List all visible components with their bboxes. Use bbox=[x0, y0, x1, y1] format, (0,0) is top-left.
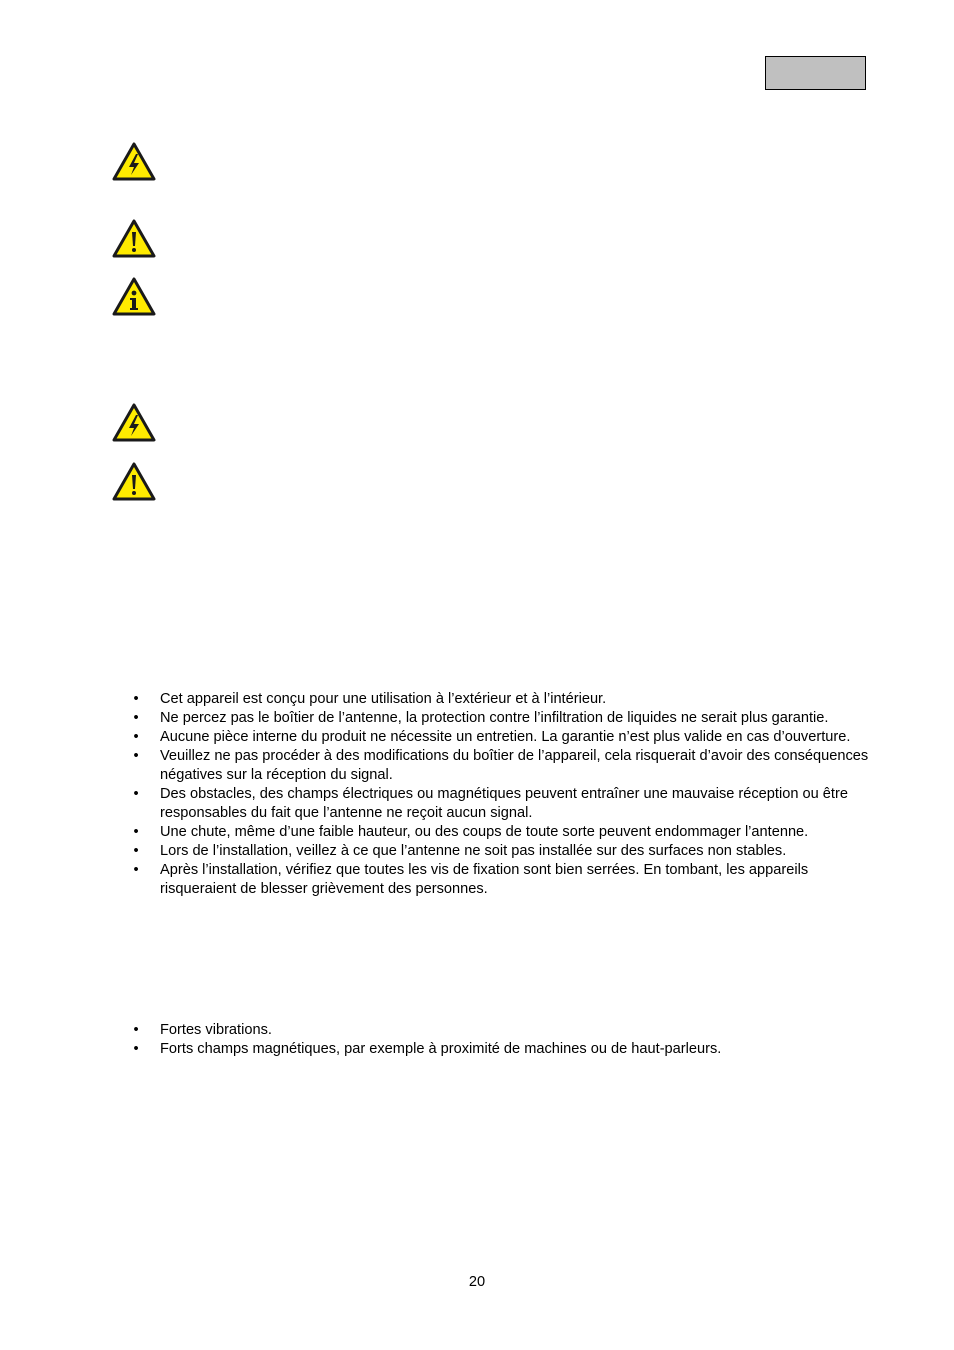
list-item: • Des obstacles, des champs électriques ou magnétiques peuvent entraîner une mauvaise réception ou être responsables du fait que l’antenne ne reçoit aucun signal. bbox=[130, 785, 880, 823]
avoid-conditions-list bbox=[130, 1021, 880, 1059]
bullet: • bbox=[133, 1041, 139, 1057]
electric-hazard-icon bbox=[112, 403, 156, 443]
bullet: • bbox=[133, 710, 139, 726]
bullet: • bbox=[133, 748, 139, 764]
electric-hazard-icon bbox=[112, 142, 156, 182]
bullet: • bbox=[133, 691, 139, 707]
safety-instructions-list bbox=[130, 690, 880, 899]
bullet: • bbox=[133, 843, 139, 859]
list-item: • Aucune pièce interne du produit ne nécessite un entretien. La garantie n’est plus valide en cas d’ouverture. bbox=[130, 728, 880, 747]
language-tab-box bbox=[765, 56, 866, 90]
list-item: • Forts champs magnétiques, par exemple à proximité de machines ou de haut-parleurs. bbox=[130, 1040, 880, 1059]
warning-icon bbox=[112, 219, 156, 259]
bullet: • bbox=[133, 824, 139, 840]
list-item: • Cet appareil est conçu pour une utilisation à l’extérieur et à l’intérieur. bbox=[130, 690, 880, 709]
warning-icon bbox=[112, 462, 156, 502]
page-number: 20 bbox=[468, 1274, 486, 1290]
list-item: • Ne percez pas le boîtier de l’antenne, la protection contre l’infiltration de liquides ne serait plus garantie. bbox=[130, 709, 880, 728]
list-item: • Fortes vibrations. bbox=[130, 1021, 880, 1040]
bullet: • bbox=[133, 786, 139, 802]
bullet: • bbox=[133, 1022, 139, 1038]
list-item: • Veuillez ne pas procéder à des modifications du boîtier de l’appareil, cela risquerait d’avoir des conséquences négatives sur la réception du signal. bbox=[130, 747, 880, 785]
list-item: • Une chute, même d’une faible hauteur, ou des coups de toute sorte peuvent endommager l’antenne. bbox=[130, 823, 880, 842]
bullet: • bbox=[133, 729, 139, 745]
info-icon bbox=[112, 277, 156, 317]
bullet: • bbox=[133, 862, 139, 878]
list-item: • Lors de l’installation, veillez à ce que l’antenne ne soit pas installée sur des surfaces non stables. bbox=[130, 842, 880, 861]
list-item: • Après l’installation, vérifiez que toutes les vis de fixation sont bien serrées. En tombant, les appareils risqueraient de blesser grièvement des personnes. bbox=[130, 861, 880, 899]
